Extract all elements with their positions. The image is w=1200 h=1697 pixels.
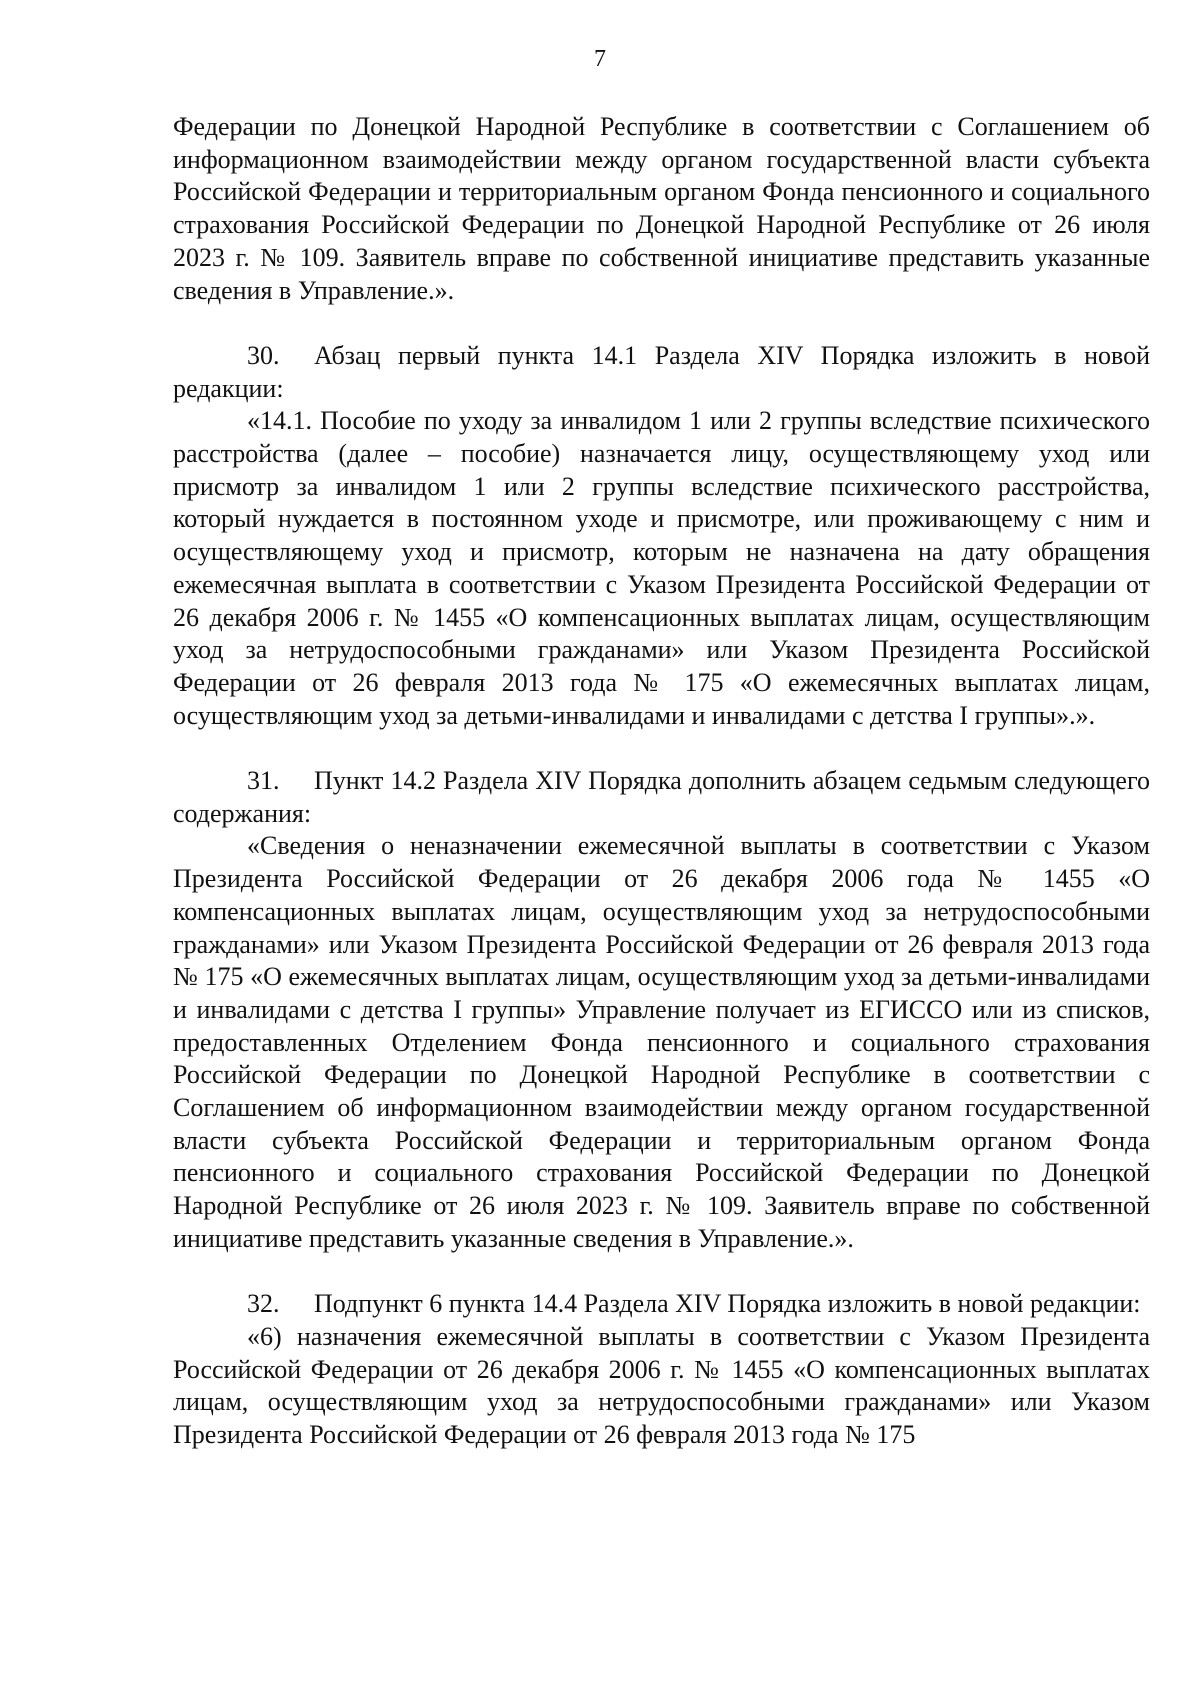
item-number: 32. xyxy=(247,1289,280,1319)
item-31 xyxy=(173,765,1150,1256)
spacer xyxy=(173,1256,1150,1289)
item-heading xyxy=(173,765,1150,830)
spacer xyxy=(173,307,1150,340)
item-heading xyxy=(173,340,1150,405)
item-number: 31. xyxy=(247,766,280,796)
item-30 xyxy=(173,340,1150,732)
document-body xyxy=(173,111,1150,1452)
page-number: 7 xyxy=(594,46,606,72)
item-32 xyxy=(173,1288,1150,1452)
item-number: 30. xyxy=(247,340,280,370)
item-heading-text: Пункт 14.2 Раздела XIV Порядка дополнить абзацем седьмым следующего содержания: xyxy=(173,766,1150,828)
item-heading-text: Подпункт 6 пункта 14.4 Раздела XIV Порядка изложить в новой редакции: xyxy=(314,1289,1141,1319)
item-quoted-text: «6) назначения ежемесячной выплаты в соответствии с Указом Президента Российской Федерации от 26 декабря 2006 г. № 1455 «О компенсационных выплатах лицам, осуществляющим уход за нетрудоспособными гражданами» или Указом Президента Российской Федерации от 26 февраля 2013 года № 175 xyxy=(173,1321,1150,1450)
spacer xyxy=(173,732,1150,765)
intro-paragraph: Федерации по Донецкой Народной Республике в соответствии с Соглашением об информационном взаимодействии между органом государственной власти субъекта Российской Федерации и территориальным органом Фонда пенсионного и социального страхования Российской Федерации по Донецкой Народной Республике от 26 июля 2023 г. № 109. Заявитель вправе по собственной инициативе представить указанные сведения в Управление.». xyxy=(173,112,1150,305)
item-heading xyxy=(173,1288,1150,1321)
item-quoted-text: «Сведения о неназначении ежемесячной выплаты в соответствии с Указом Президента Российской Федерации от 26 декабря 2006 года № 1455 «О компенсационных выплатах лицам, осуществляющим уход за нетрудоспособными гражданами» или Указом Президента Российской Федерации от 26 февраля 2013 года № 175 «О ежемесячных выплатах лицам, осуществляющим уход за детьми-инвалидами и инвалидами с детства I группы» Управление получает из ЕГИССО или из списков, предоставленных Отделением Фонда пенсионного и социального страхования Российской Федерации по Донецкой Народной Республике в соответствии с Соглашением об информационном взаимодействии между органом государственной власти субъекта Российской Федерации и территориальным органом Фонда пенсионного и социального страхования Российской Федерации по Донецкой Народной Республике от 26 июля 2023 г. № 109. Заявитель вправе по собственной инициативе представить указанные сведения в Управление.». xyxy=(173,831,1150,1253)
item-quoted-text: «14.1. Пособие по уходу за инвалидом 1 или 2 группы вследствие психического расстройства (далее – пособие) назначается лицу, осуществляющему уход или присмотр за инвалидом 1 или 2 группы вследствие психического расстройства, который нуждается в постоянном уходе и присмотре, или проживающему с ним и осуществляющему уход и присмотр, которым не назначена на дату обращения ежемесячная выплата в соответствии с Указом Президента Российской Федерации от 26 декабря 2006 г. № 1455 «О компенсационных выплатах лицам, осуществляющим уход за нетрудоспособными гражданами» или Указом Президента Российской Федерации от 26 февраля 2013 года № 175 «О ежемесячных выплатах лицам, осуществляющим уход за детьми-инвалидами и инвалидами с детства I группы».». xyxy=(173,406,1150,730)
item-heading-text: Абзац первый пункта 14.1 Раздела XIV Порядка изложить в новой редакции: xyxy=(173,340,1150,403)
